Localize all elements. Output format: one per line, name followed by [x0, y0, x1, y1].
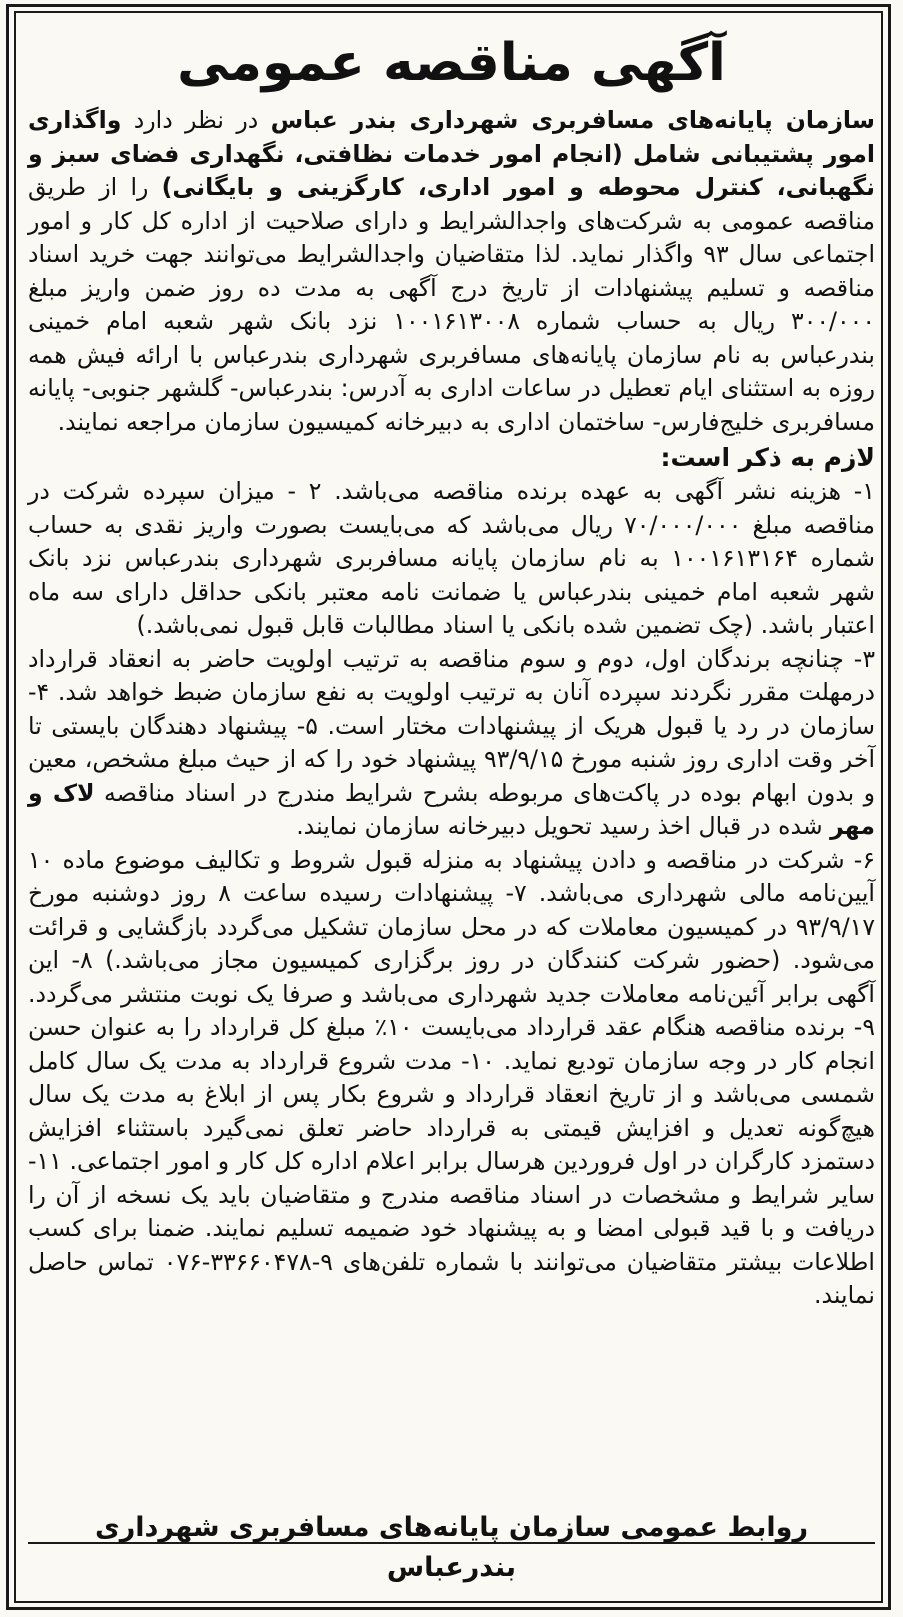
intro-text-2: را از طریق مناقصه عمومی به شرکت‌های واجدالشرایط و دارای صلاحیت از اداره کل کار و امور اجتماعی سال ۹۳ واگذار نماید. لذا متقاضیان واجدالشرایط می‌توانند جهت خرید اسناد مناقصه و تسلیم پیشنهادات از تاریخ درج آگهی به مدت ده روز ضمن واریز مبلغ ۳۰۰/۰۰۰ ریال به حساب شماره ۱۰۰۱۶۱۳۰۰۸ نزد بانک شهر شعبه امام خمینی بندرعباس به نام سازمان پایانه‌های مسافربری شهرداری بندرعباس با ارائه فیش همه روزه به استثنای ایام تعطیل در ساعات اداری به آدرس: بندرعباس- گلشهر جنوبی- پایانه مسافربری خلیج‌فارس- ساختمان اداری به دبیرخانه کمیسیون سازمان مراجعه نمایند. — [28, 173, 875, 436]
organization-name: سازمان پایانه‌های مسافربری شهرداری بندر عباس — [270, 106, 875, 134]
required-heading: لازم به ذکر است: — [660, 443, 875, 472]
intro-paragraph — [28, 104, 875, 439]
intro-text-1: در نظر دارد — [121, 106, 271, 134]
tender-scope: واگذاری امور پشتیبانی شامل (انجام امور خدمات نظافتی، نگهداری فضای سبز و نگهبانی، کنترل محوطه و امور اداری، کارگزینی و بایگانی) — [28, 106, 876, 201]
notice-body — [28, 22, 875, 1594]
notice-title: آگهی مناقصه عمومی — [177, 33, 726, 93]
condition-6-11: ۶- شرکت در مناقصه و دادن پیشنهاد به منزله قبول شروط و تکالیف موضوع ماده ۱۰ آیین‌نامه مالی شهرداری می‌باشد. ۷- پیشنهادات رسیده ساعت ۸ روز دوشنبه مورخ ۹۳/۹/۱۷ در کمیسیون معاملات که در محل سازمان تشکیل می‌گردد بازگشایی و قرائت می‌شود. (حضور شرکت کنندگان در روز برگزاری کمیسیون مجاز می‌باشد.) ۸- این آگهی برابر آئین‌نامه معاملات جدید شهرداری می‌باشد و صرفا یک نوبت منتشر می‌گردد. ۹- برنده مناقصه هنگام عقد قرارداد می‌بایست ۱۰٪ مبلغ کل قرارداد را به عنوان حسن انجام کار در وجه سازمان تودیع نماید. ۱۰- مدت شروع قرارداد به مدت یک سال کامل شمسی می‌باشد و از تاریخ انعقاد قرارداد و شروع بکار پس از ابلاغ به مدت یک سال هیچ‌گونه تعدیل و افزایش قیمتی به قرارداد حاضر تعلق نمی‌گیرد باستثناء افزایش دستمزد کارگران در اول فروردین هرسال برابر اعلام اداره کل کار و امور اجتماعی. ۱۱- سایر شرایط و مشخصات در اسناد مناقصه مندرج و متقاضیان باید یک نسخه از آن را دریافت و با قید قبولی امضا و به پیشنهاد خود ضمیمه تسلیم نمایند. ضمنا برای کسب اطلاعات بیشتر متقاضیان می‌توانند با شماره تلفن‌های ۹-۳۳۶۶۰۴۷۸-۰۷۶ تماس حاصل نمایند. — [28, 845, 875, 1309]
condition-3-5 — [28, 643, 875, 844]
condition-1-2: ۱- هزینه نشر آگهی به عهده برنده مناقصه می‌باشد. ۲ - میزان سپرده شرکت در مناقصه مبلغ ۷۰/۰۰۰/۰۰۰ ریال می‌باشد که می‌بایست بصورت واریز نقدی به حساب شماره ۱۰۰۱۶۱۳۱۶۴ به نام سازمان پایانه مسافربری شهرداری بندرعباس نزد بانک شهر شعبه امام خمینی بندرعباس یا ضمانت نامه معتبر بانکی حداقل دارای سه ماه اعتبار باشد. (چک تضمین شده بانکی یا اسناد مطالبات قابل قبول نمی‌باشد.) — [28, 477, 875, 639]
seal-text: لاک و مهر — [28, 778, 875, 840]
public-relations-signature: روابط عمومی سازمان پایانه‌های مسافربری شهرداری بندرعباس — [95, 1512, 808, 1583]
condition-3-5-text: ۳- چنانچه برندگان اول، دوم و سوم مناقصه به ترتیب اولویت حاضر به انعقاد قرارداد درمهلت مقرر نگردند سپرده آنان به ترتیب اولویت به نفع سازمان ضبط خواهد شد. ۴- سازمان در رد یا قبول هریک از پیشنهادات مختار است. ۵- پیشنهاد دهندگان بایستی تا آخر وقت اداری روز شنبه مورخ ۹۳/۹/۱۵ پیشنهاد خود را که از حیث مبلغ مشخص، معین و بدون ابهام بوده در پاکت‌های مربوطه بشرح شرایط مندرج در اسناد مناقصه — [28, 644, 876, 807]
condition-5-end: شده در قبال اخذ رسید تحویل دبیرخانه سازمان نمایند. — [296, 812, 831, 840]
